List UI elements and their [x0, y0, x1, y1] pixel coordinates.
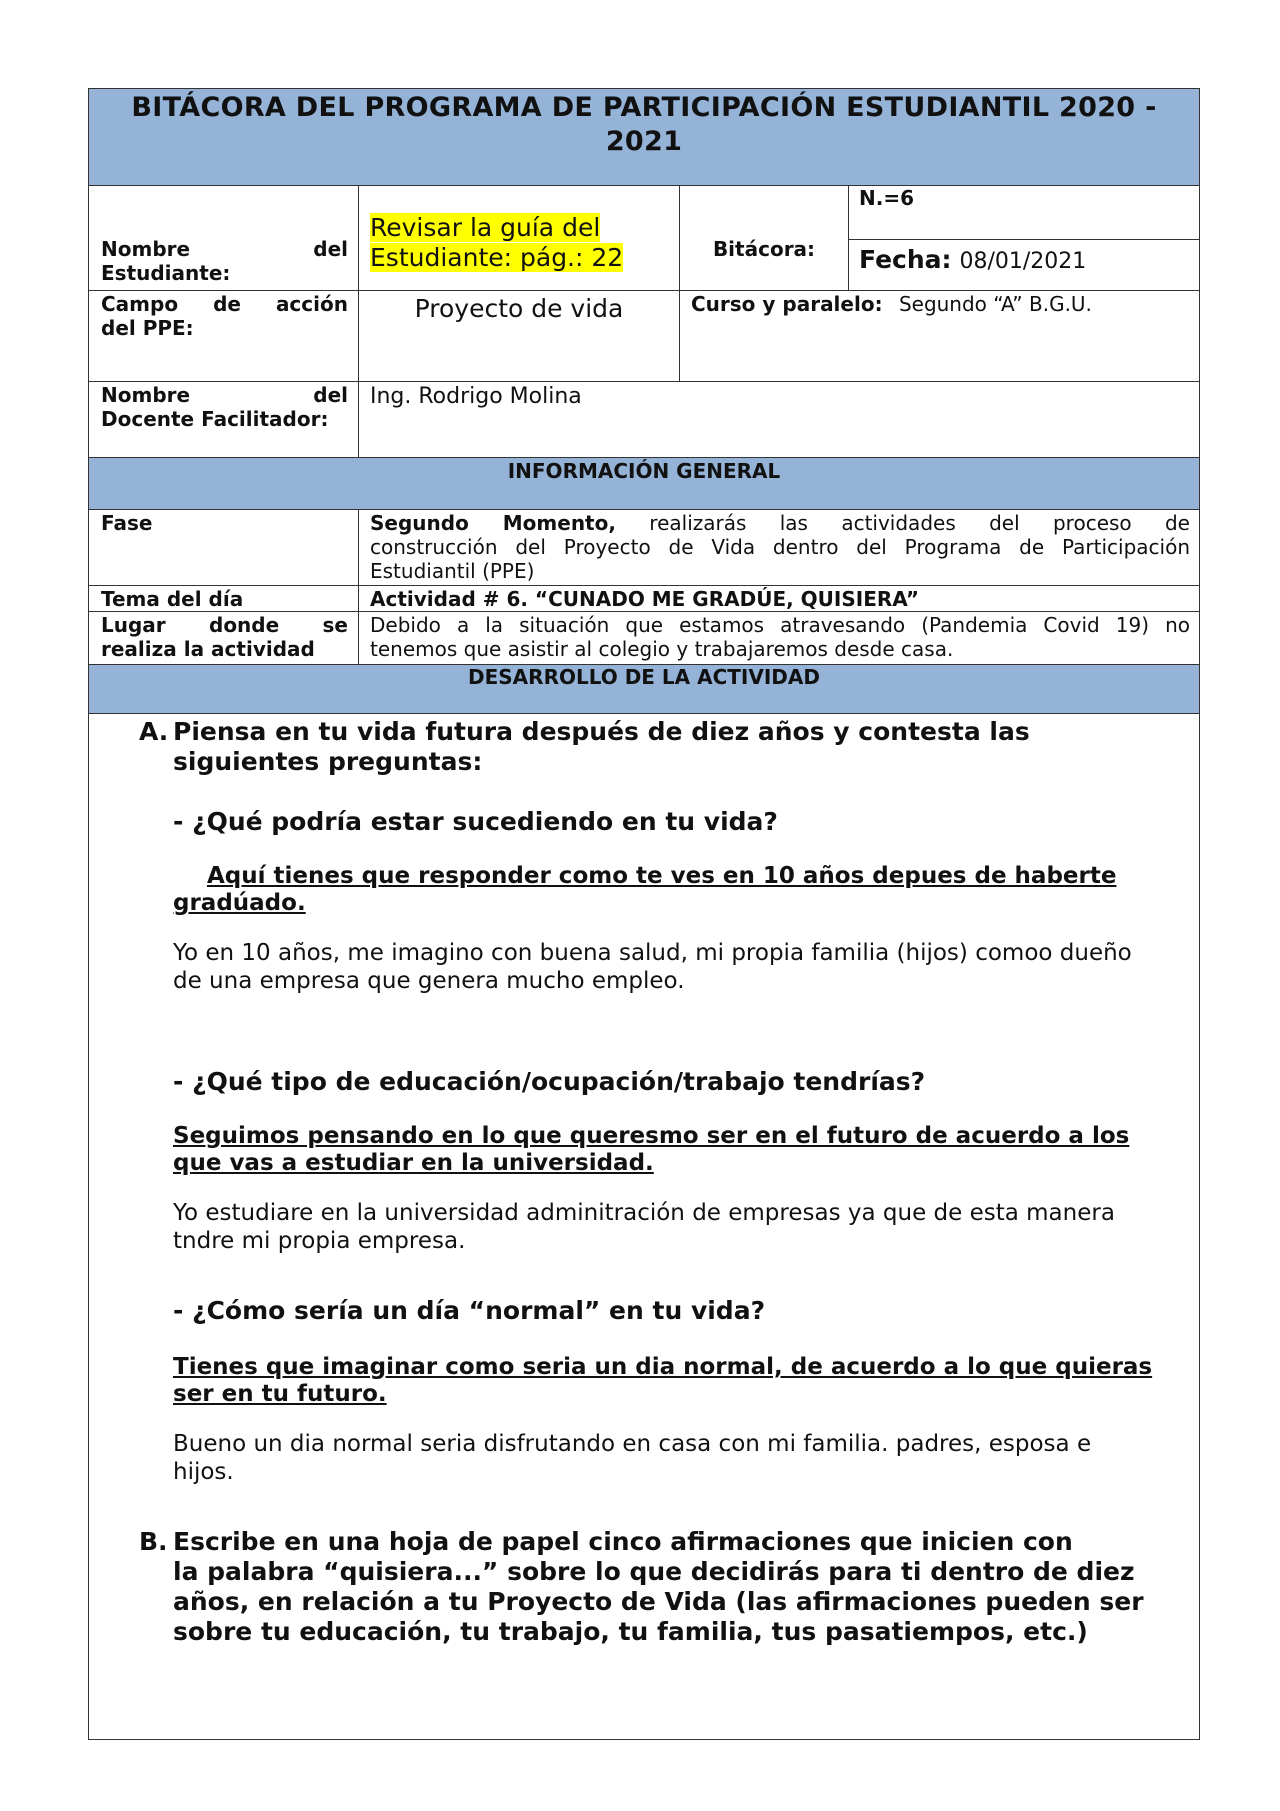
student-name-value: Revisar la guía del Estudiante: pág.: 22 [370, 213, 624, 272]
student-name-label: Nombre del Estudiante: [101, 237, 348, 285]
general-info-heading: INFORMACIÓN GENERAL [507, 459, 781, 483]
question-2: - ¿Qué tipo de educación/ocupación/trabajo tendrías? [173, 1067, 926, 1096]
question-1-answer: Yo en 10 años, me imagino con buena salud, mi propia familia (hijos) comoo dueño de una empresa que genera mucho empleo. [173, 940, 1132, 994]
title-line-1: BITÁCORA DEL PROGRAMA DE PARTICIPACIÓN ESTUDIANTIL 2020 - [131, 92, 1157, 123]
bitacora-label: Bitácora: [712, 237, 816, 261]
location-label: Lugar donde se realiza la actividad [101, 613, 348, 661]
item-b: B. Escribe en una hoja de papel cinco afirmaciones que inicien con la palabra “quisiera...” sobre lo que decidirás para ti dentro de diez años, en relación a tu Proyecto de Vida (las afirmaciones pueden ser sobre tu educación, tu trabajo, tu familia, tus pasatiempos, etc.) [139, 1527, 1144, 1646]
location-value: Debido a la situación que estamos atravesando (Pandemia Covid 19) no tenemos que asistir al colegio y trabajaremos desde casa. [370, 613, 1190, 661]
question-1: - ¿Qué podría estar sucediendo en tu vida? [173, 807, 778, 836]
question-3-answer: Bueno un dia normal seria disfrutando en casa con mi familia. padres, esposa e hijos. [173, 1431, 1092, 1485]
field-of-action-value: Proyecto de vida [414, 294, 624, 323]
item-a: A. Piensa en tu vida futura después de diez años y contesta las siguientes preguntas: [139, 717, 1030, 776]
topic-label: Tema del día [101, 587, 244, 611]
title-line-2: 2021 [605, 126, 683, 157]
date-field: Fecha: 08/01/2021 [859, 245, 1087, 274]
facilitator-value: Ing. Rodrigo Molina [370, 384, 582, 409]
question-2-answer: Yo estudiare en la universidad adminitración de empresas ya que de esta manera tndre mi propia empresa. [173, 1200, 1115, 1254]
topic-value: Actividad # 6. “CUNADO ME GRADÚE, QUISIERA” [370, 587, 920, 611]
field-of-action-label: Campo de acción del PPE: [101, 292, 348, 340]
question-3-instruction: Tienes que imaginar como seria un dia normal, de acuerdo a lo que quieras ser en tu futuro. [173, 1354, 1153, 1407]
course-value: Segundo “A” B.G.U. [898, 292, 1092, 316]
course-field: Curso y paralelo: Segundo “A” B.G.U. [691, 292, 1092, 316]
phase-label: Fase [101, 511, 153, 535]
facilitator-label: Nombre del Docente Facilitador: [101, 383, 348, 431]
page-title [89, 91, 1199, 159]
question-2-instruction: Seguimos pensando en lo que queresmo ser en el futuro de acuerdo a los que vas a estudiar en la universidad. [173, 1123, 1130, 1176]
question-3: - ¿Cómo sería un día “normal” en tu vida? [173, 1296, 766, 1325]
log-form [88, 88, 1200, 1740]
activity-heading: DESARROLLO DE LA ACTIVIDAD [468, 665, 820, 689]
question-1-instruction: Aquí tienes que responder como te ves en 10 años depues de haberte gradúado. [173, 863, 1117, 916]
log-number: N.=6 [859, 186, 915, 210]
phase-value: Segundo Momento, realizarás las actividades del proceso de construcción del Proyecto de Vida dentro del Programa de Participación Estudiantil (PPE) [370, 511, 1190, 583]
date-value: 08/01/2021 [959, 249, 1087, 274]
